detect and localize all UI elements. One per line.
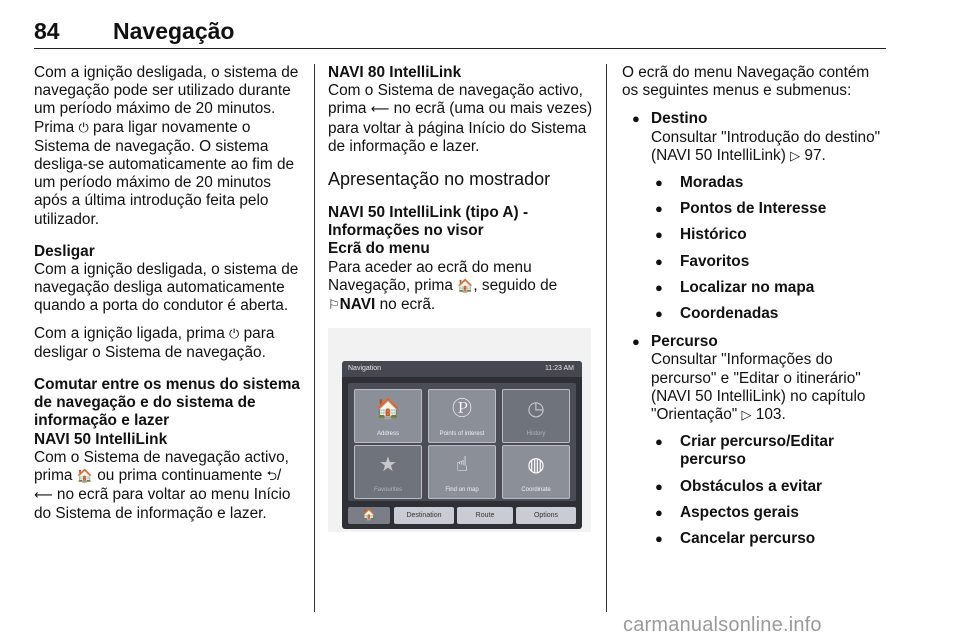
tile-points-of-interest[interactable]: Ⓟ Points of interest — [428, 389, 496, 443]
menu-list — [622, 110, 888, 548]
list-item: ● Moradas — [651, 174, 888, 192]
tile-address[interactable]: 🏠 Address — [354, 389, 422, 443]
home-icon: 🏠 — [76, 469, 93, 485]
list-item: ● Criar percurso/Editar percurso — [651, 433, 888, 469]
column-middle — [328, 64, 593, 315]
page-header — [34, 8, 886, 49]
screen-status-bar — [342, 361, 582, 377]
back-arrow-icon: ⟵ — [370, 102, 390, 118]
screen-home-button[interactable] — [348, 507, 390, 524]
list-item: ● Pontos de Interesse — [651, 200, 888, 218]
hand-icon: ☝ — [455, 454, 469, 476]
menu-intro: O ecrã do menu Navegação contém os seguintes menus e submenus: — [622, 64, 870, 100]
screen-title: Navigation — [348, 365, 382, 372]
screen-time: 11:23 AM — [544, 365, 574, 372]
list-item: ● Coordenadas — [651, 305, 888, 323]
menu-heading: Ecrã do menu — [328, 240, 430, 258]
back-arrow-icon: ⟵ — [34, 488, 53, 504]
page-number: 84 — [34, 18, 60, 44]
ref-arrow-icon: ▷ — [741, 408, 752, 424]
destino-desc: Consultar "Introdução do destino" (NAVI 50 IntelliLink) ▷ 97. — [651, 128, 881, 164]
home-icon: 🏠 — [362, 509, 376, 521]
column-divider — [606, 64, 607, 612]
list-item: ● Aspectos gerais — [651, 504, 888, 522]
flag-icon: ⚐ — [328, 298, 340, 314]
navigation-screen — [342, 361, 582, 529]
history-icon: ◷ — [527, 398, 545, 420]
poi-icon: Ⓟ — [452, 398, 472, 420]
section-heading: Apresentação no mostrador — [328, 169, 551, 190]
menu-paragraph: Para aceder ao ecrã do menu Navegação, prima 🏠, seguido de ⚐NAVI no ecrã. — [328, 258, 558, 314]
tile-coordinate[interactable]: ◍ Coordinate — [502, 445, 570, 499]
star-icon: ★ — [379, 454, 397, 476]
destino-submenu — [651, 174, 888, 323]
tile-find-on-map[interactable]: ☝ Find on map — [428, 445, 496, 499]
list-item: ● Histórico — [651, 226, 888, 244]
ref-arrow-icon: ▷ — [790, 148, 801, 164]
globe-icon: ◍ — [527, 454, 545, 476]
off-heading: Desligar — [34, 242, 95, 260]
off-paragraph: Com a ignição desligada, o sistema de navegação desliga automaticamente quando a porta do condutor é aberta. — [34, 261, 299, 315]
on-paragraph: Com a ignição ligada, prima ⏻ para desligar o Sistema de navegação. — [34, 324, 275, 361]
list-item: ● Obstáculos a evitar — [651, 478, 888, 496]
tile-favourites[interactable]: ★ Favourites — [354, 445, 422, 499]
list-item: ● Favoritos — [651, 253, 888, 271]
watermark: carmanualsonline.info — [623, 614, 822, 636]
power-icon: ⏻ — [229, 326, 240, 342]
list-item: ● Localizar no mapa — [651, 279, 888, 297]
screen-menu-panel — [348, 383, 576, 501]
screen-destination-button[interactable]: Destination — [394, 507, 454, 524]
home-icon: 🏠 — [375, 398, 401, 420]
switch-heading: Comutar entre os menus do sistema de navegação e do sistema de informação e lazer — [34, 376, 300, 430]
home-icon: 🏠 — [457, 278, 474, 294]
column-left — [34, 64, 302, 524]
list-item — [622, 110, 888, 323]
screen-options-button[interactable]: Options — [516, 507, 576, 524]
intro-paragraph: Com a ignição desligada, o sistema de navegação pode ser utilizado durante um período máximo de 20 minutos. Prima ⏻ para ligar novamente o Sistema de navegação. O sistema desliga-se automaticamente ao fim de um período máximo de 20 minutos após a última introdução feita pelo utilizador. — [34, 64, 299, 228]
typeA-heading: NAVI 50 IntelliLink (tipo A) - Informações no visor — [328, 204, 529, 240]
percurso-submenu — [651, 433, 888, 548]
column-divider — [314, 64, 315, 612]
navi50-heading: NAVI 50 IntelliLink — [34, 430, 168, 448]
navi80-heading: NAVI 80 IntelliLink — [328, 64, 462, 81]
screen-route-button[interactable]: Route — [457, 507, 513, 524]
list-item: ● Cancelar percurso — [651, 530, 888, 548]
navi50-paragraph: Com o Sistema de navegação activo, prima 🏠 ou prima continuamente ⮌/ ⟵ no ecrã para voltar ao menu Início do Sistema de informação e lazer. — [34, 448, 291, 523]
navigation-screen-image — [328, 328, 591, 532]
column-right — [622, 64, 888, 548]
tile-history[interactable]: ◷ History — [502, 389, 570, 443]
page-title: Navegação — [113, 18, 235, 44]
navi80-paragraph: Com o Sistema de navegação activo, prima ⟵ no ecrã (uma ou mais vezes) para voltar à página Início do Sistema de informação e lazer. — [328, 82, 593, 155]
destino-label: Destino — [651, 110, 708, 128]
percurso-label: Percurso — [651, 333, 718, 351]
power-icon: ⏻ — [78, 120, 89, 136]
back-icon: ⮌ — [266, 469, 278, 485]
percurso-desc: Consultar "Informações do percurso" e "Editar o itinerário" (NAVI 50 IntelliLink) no capítulo "Orientação" ▷ 103. — [651, 351, 866, 424]
list-item — [622, 333, 888, 548]
